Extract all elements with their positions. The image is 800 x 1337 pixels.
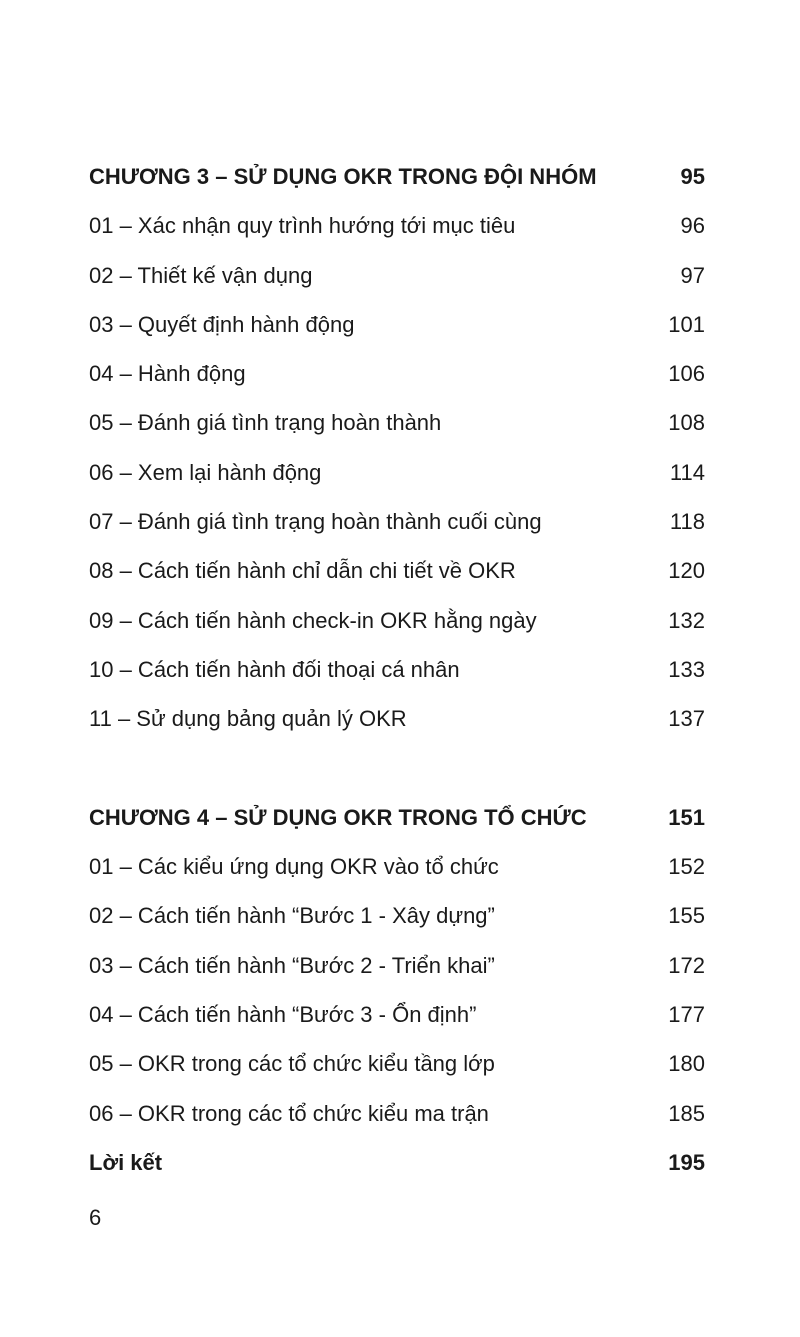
entry-title: 04 – Cách tiến hành “Bước 3 - Ổn định” (89, 1002, 477, 1028)
toc-entry (89, 941, 705, 990)
chapter-heading (89, 793, 705, 842)
entry-page: 118 (669, 509, 705, 535)
entry-title: 02 – Thiết kế vận dụng (89, 262, 313, 288)
chapter-page: 151 (668, 804, 705, 830)
page-number: 6 (89, 1205, 102, 1230)
toc-entry (89, 546, 705, 595)
entry-title: 03 – Cách tiến hành “Bước 2 - Triển khai” (89, 952, 495, 978)
toc-entry (89, 645, 705, 694)
entry-title: 01 – Các kiểu ứng dụng OKR vào tổ chức (89, 854, 499, 880)
section-spacer (89, 744, 705, 793)
toc-entry (89, 398, 705, 447)
entry-title: 03 – Quyết định hành động (89, 311, 355, 337)
entry-title: 08 – Cách tiến hành chỉ dẫn chi tiết về OKR (89, 558, 516, 584)
toc-entry (89, 694, 705, 743)
entry-page: 120 (668, 558, 705, 584)
closing-title: Lời kết (89, 1149, 163, 1175)
entry-title: 06 – OKR trong các tổ chức kiểu ma trận (89, 1100, 489, 1126)
toc-entry (89, 300, 705, 349)
chapter-title: CHƯƠNG 4 – SỬ DỤNG OKR TRONG TỔ CHỨC (89, 804, 587, 830)
chapter-heading (89, 152, 705, 201)
entry-title: 10 – Cách tiến hành đối thoại cá nhân (89, 656, 460, 682)
entry-title: 01 – Xác nhận quy trình hướng tới mục tiêu (89, 213, 516, 239)
entry-title: 05 – OKR trong các tổ chức kiểu tầng lớp (89, 1051, 495, 1077)
toc-entry (89, 891, 705, 940)
entry-title: 11 – Sử dụng bảng quản lý OKR (89, 706, 407, 732)
entry-page: 172 (668, 952, 705, 978)
entry-page: 114 (669, 459, 705, 485)
entry-page: 152 (668, 854, 705, 880)
entry-page: 101 (668, 311, 705, 337)
entry-page: 97 (680, 262, 705, 288)
toc-entry (89, 1089, 705, 1138)
chapter-page: 95 (680, 164, 705, 189)
entry-page: 180 (668, 1051, 705, 1077)
toc-entry (89, 842, 705, 891)
entry-title: 07 – Đánh giá tình trạng hoàn thành cuối cùng (89, 509, 542, 535)
toc-entry (89, 349, 705, 398)
closing-page: 195 (668, 1149, 705, 1175)
entry-page: 185 (668, 1100, 705, 1126)
table-of-contents (89, 152, 705, 1187)
entry-title: 04 – Hành động (89, 361, 246, 387)
toc-entry (89, 251, 705, 300)
entry-page: 177 (668, 1002, 705, 1028)
entry-page: 155 (668, 903, 705, 929)
toc-entry (89, 1039, 705, 1088)
entry-page: 137 (668, 706, 705, 732)
entry-title: 02 – Cách tiến hành “Bước 1 - Xây dựng” (89, 903, 495, 929)
entry-title: 05 – Đánh giá tình trạng hoàn thành (89, 410, 442, 436)
entry-page: 133 (668, 656, 705, 682)
entry-title: 09 – Cách tiến hành check-in OKR hằng ngày (89, 607, 537, 633)
toc-entry (89, 990, 705, 1039)
chapter-title: CHƯƠNG 3 – SỬ DỤNG OKR TRONG ĐỘI NHÓM (89, 164, 597, 189)
entry-page: 96 (680, 213, 705, 239)
toc-entry (89, 497, 705, 546)
toc-entry (89, 596, 705, 645)
entry-title: 06 – Xem lại hành động (89, 459, 322, 485)
entry-page: 106 (668, 361, 705, 387)
toc-entry (89, 201, 705, 250)
toc-entry (89, 448, 705, 497)
closing-entry (89, 1138, 705, 1187)
entry-page: 108 (668, 410, 705, 436)
entry-page: 132 (668, 607, 705, 633)
